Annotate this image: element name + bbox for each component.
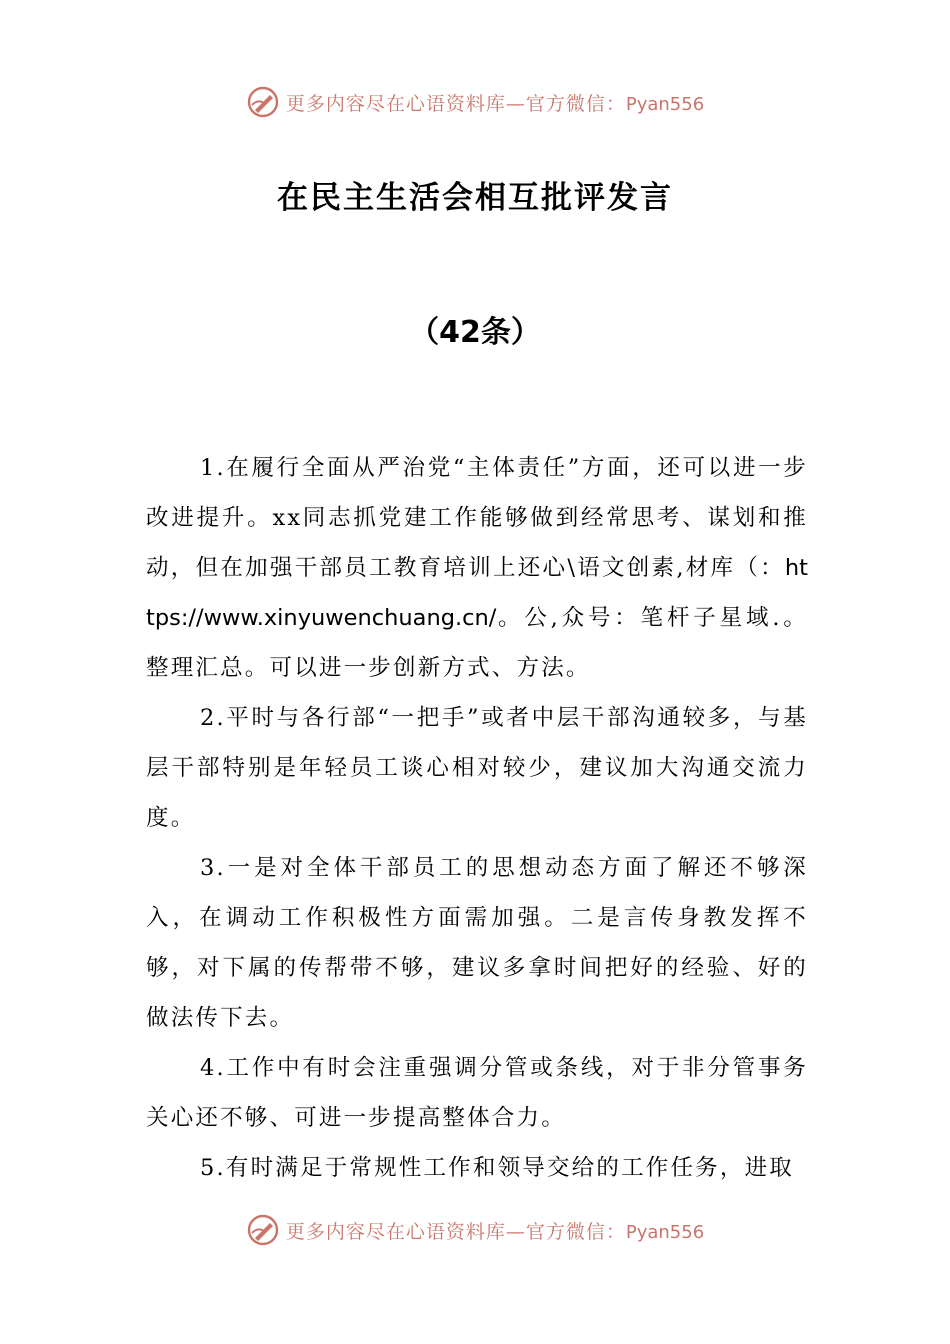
- document-subtitle: （42条）: [409, 315, 541, 350]
- footer-banner-text: 更多内容尽在心语资料库—官方微信：Pyan556: [285, 1220, 705, 1243]
- paragraph-2: 2.平时与各行部“一把手”或者中层干部沟通较多，与基层干部特别是年轻员工谈心相对较少，建议加大沟通交流力度。: [146, 705, 808, 831]
- pen-logo-icon: [246, 1213, 280, 1247]
- header-banner-text: 更多内容尽在心语资料库—官方微信：Pyan556: [285, 92, 705, 115]
- paragraph-3: 3.一是对全体干部员工的思想动态方面了解还不够深入，在调动工作积极性方面需加强。二是言传身教发挥不够，对下属的传帮带不够，建议多拿时间把好的经验、好的做法传下去。: [146, 855, 808, 1031]
- paragraph-4: 4.工作中有时会注重强调分管或条线，对于非分管事务关心还不够、可进一步提高整体合力。: [146, 1055, 808, 1131]
- header-banner: [0, 80, 950, 124]
- paragraph-1: 1.在履行全面从严治党“主体责任”方面，还可以进一步改进提升。xx同志抓党建工作能够做到经常思考、谋划和推动，但在加强干部员工教育培训上还心\语文创素,材库（：https://www.xinyuwenchuang.cn/。公,众号：笔杆子星域.。整理汇总。可以进一步创新方式、方法。: [146, 455, 808, 681]
- pen-logo-icon: [246, 85, 280, 119]
- document-title: 在民主生活会相互批评发言: [277, 180, 673, 216]
- footer-banner: [0, 1208, 950, 1252]
- paragraph-5: 5.有时满足于常规性工作和领导交给的工作任务，进取: [200, 1155, 794, 1181]
- source-url: https://www.xinyuwenchuang.cn/: [146, 555, 808, 631]
- document-body: [146, 443, 808, 1193]
